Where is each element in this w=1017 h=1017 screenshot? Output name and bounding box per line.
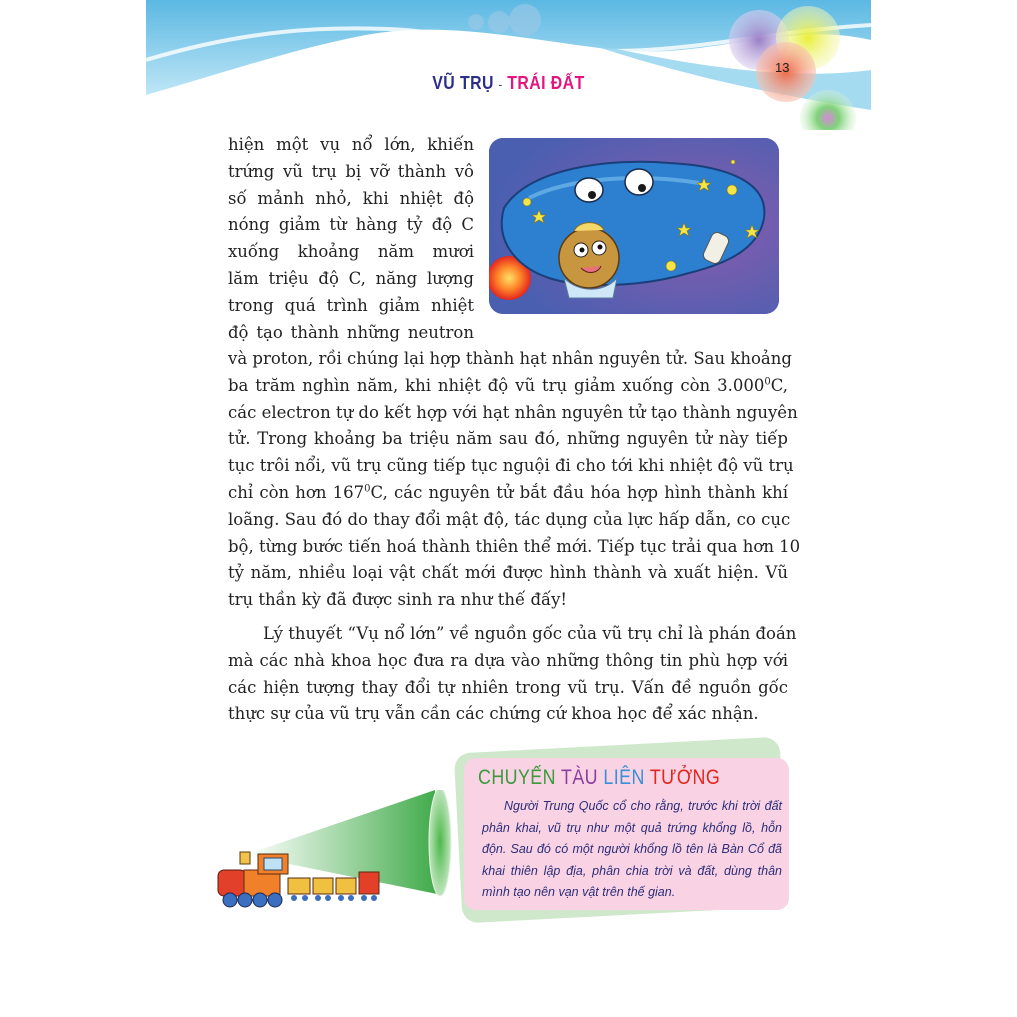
- sidebar-box: [464, 758, 789, 910]
- paragraph-main: [228, 346, 801, 614]
- paragraph-big-bang-theory: [228, 621, 797, 728]
- text-line: độn. Sau đó có một người khổng lồ tên là Bàn Cổ đã: [482, 842, 782, 856]
- text-line: [228, 373, 788, 400]
- text-line: số mảnh nhỏ, khi nhiệt độ: [228, 188, 474, 208]
- chapter-title-part1: VŨ TRỤ: [432, 73, 494, 93]
- text-line: phân khai, vũ trụ như một quả trứng khổng lồ, hỗn: [482, 820, 782, 835]
- text-line: và proton, rồi chúng lại hợp thành hạt nhân nguyên tử. Sau khoảng: [228, 349, 792, 368]
- page-number: 13: [775, 60, 790, 75]
- text-line: xuống khoảng năm mươi: [228, 242, 474, 262]
- text-segment: chỉ còn hơn 167: [228, 482, 365, 502]
- text-line: nóng giảm từ hàng tỷ độ C: [228, 215, 474, 235]
- text-line: các electron tự do kết hợp với hạt nhân nguyên tử tạo thành nguyên: [228, 402, 798, 422]
- chapter-title-separator: -: [498, 76, 503, 92]
- text-line: [228, 480, 788, 507]
- text-segment: ba trăm nghìn năm, khi nhiệt độ vũ trụ giảm xuống còn 3.000: [228, 375, 765, 395]
- text-line: khai thiên lập địa, phân chia trời và đất, dùng thân: [482, 863, 782, 878]
- text-line: Lý thuyết “Vụ nổ lớn” về nguồn gốc của vũ trụ chỉ là phán đoán: [263, 624, 797, 643]
- text-line: hiện một vụ nổ lớn, khiến: [228, 135, 474, 154]
- text-line: bộ, từng bước tiến hoá thành thiên thể mới. Tiếp tục trải qua hơn 10: [228, 536, 801, 556]
- text-segment: C,: [770, 375, 788, 395]
- text-line: trụ thần kỳ đã được sinh ra như thế đấy!: [228, 590, 568, 610]
- text-line: độ tạo thành những neutron: [228, 322, 474, 342]
- degree-superscript: 0: [364, 483, 371, 495]
- book-page: [146, 0, 871, 1017]
- universe-illustration: [489, 138, 779, 314]
- text-line: mà các nhà khoa học đưa ra dựa vào những thông tin phù hợp với: [228, 650, 788, 670]
- sidebar-title: [478, 766, 720, 790]
- text-line: tỷ năm, nhiều loại vật chất mới được hình thành và xuất hiện. Vũ: [228, 563, 788, 583]
- sidebar-title-word: CHUYẾN: [478, 766, 556, 789]
- text-line: các hiện tượng thay đổi tự nhiên trong vũ trụ. Vấn đề nguồn gốc: [228, 677, 788, 697]
- text-segment: C, các nguyên tử bắt đầu hóa hợp hình thành khí: [370, 482, 788, 502]
- train-with-beam-icon: [210, 790, 470, 920]
- degree-superscript: 0: [764, 376, 771, 388]
- wave-decoration-icon: [146, 0, 871, 130]
- text-line: tục trôi nổi, vũ trụ cũng tiếp tục nguội đi cho tới khi nhiệt độ vũ trụ: [228, 456, 794, 476]
- sidebar-title-word: LIÊN: [603, 766, 645, 789]
- text-line: trong quá trình giảm nhiệt: [228, 295, 474, 315]
- text-line: thực sự của vũ trụ vẫn cần các chứng cứ khoa học để xác nhận.: [228, 704, 759, 724]
- chapter-title: [190, 73, 828, 94]
- sidebar-title-word: TÀU: [561, 766, 598, 789]
- text-line: loãng. Sau đó do thay đổi mật độ, tác dụng của lực hấp dẫn, co cục: [228, 509, 791, 529]
- header-banner: [146, 0, 871, 130]
- cartoon-universe-icon: [489, 138, 779, 314]
- text-line: tử. Trong khoảng ba triệu năm sau đó, những nguyên tử này tiếp: [228, 429, 788, 449]
- text-line: lăm triệu độ C, năng lượng: [228, 268, 474, 288]
- train-illustration: [210, 790, 470, 920]
- chapter-title-part2: TRÁI ĐẤT: [507, 73, 585, 93]
- text-line: mình tạo nên vạn vật trên thế gian.: [482, 885, 676, 899]
- paragraph-narrow: [228, 132, 474, 346]
- sidebar-text: [482, 796, 782, 904]
- text-line: trứng vũ trụ bị vỡ thành vô: [228, 161, 474, 181]
- text-line: Người Trung Quốc cổ cho rằng, trước khi trời đất: [504, 799, 782, 813]
- sidebar-title-word: TƯỞNG: [649, 766, 721, 789]
